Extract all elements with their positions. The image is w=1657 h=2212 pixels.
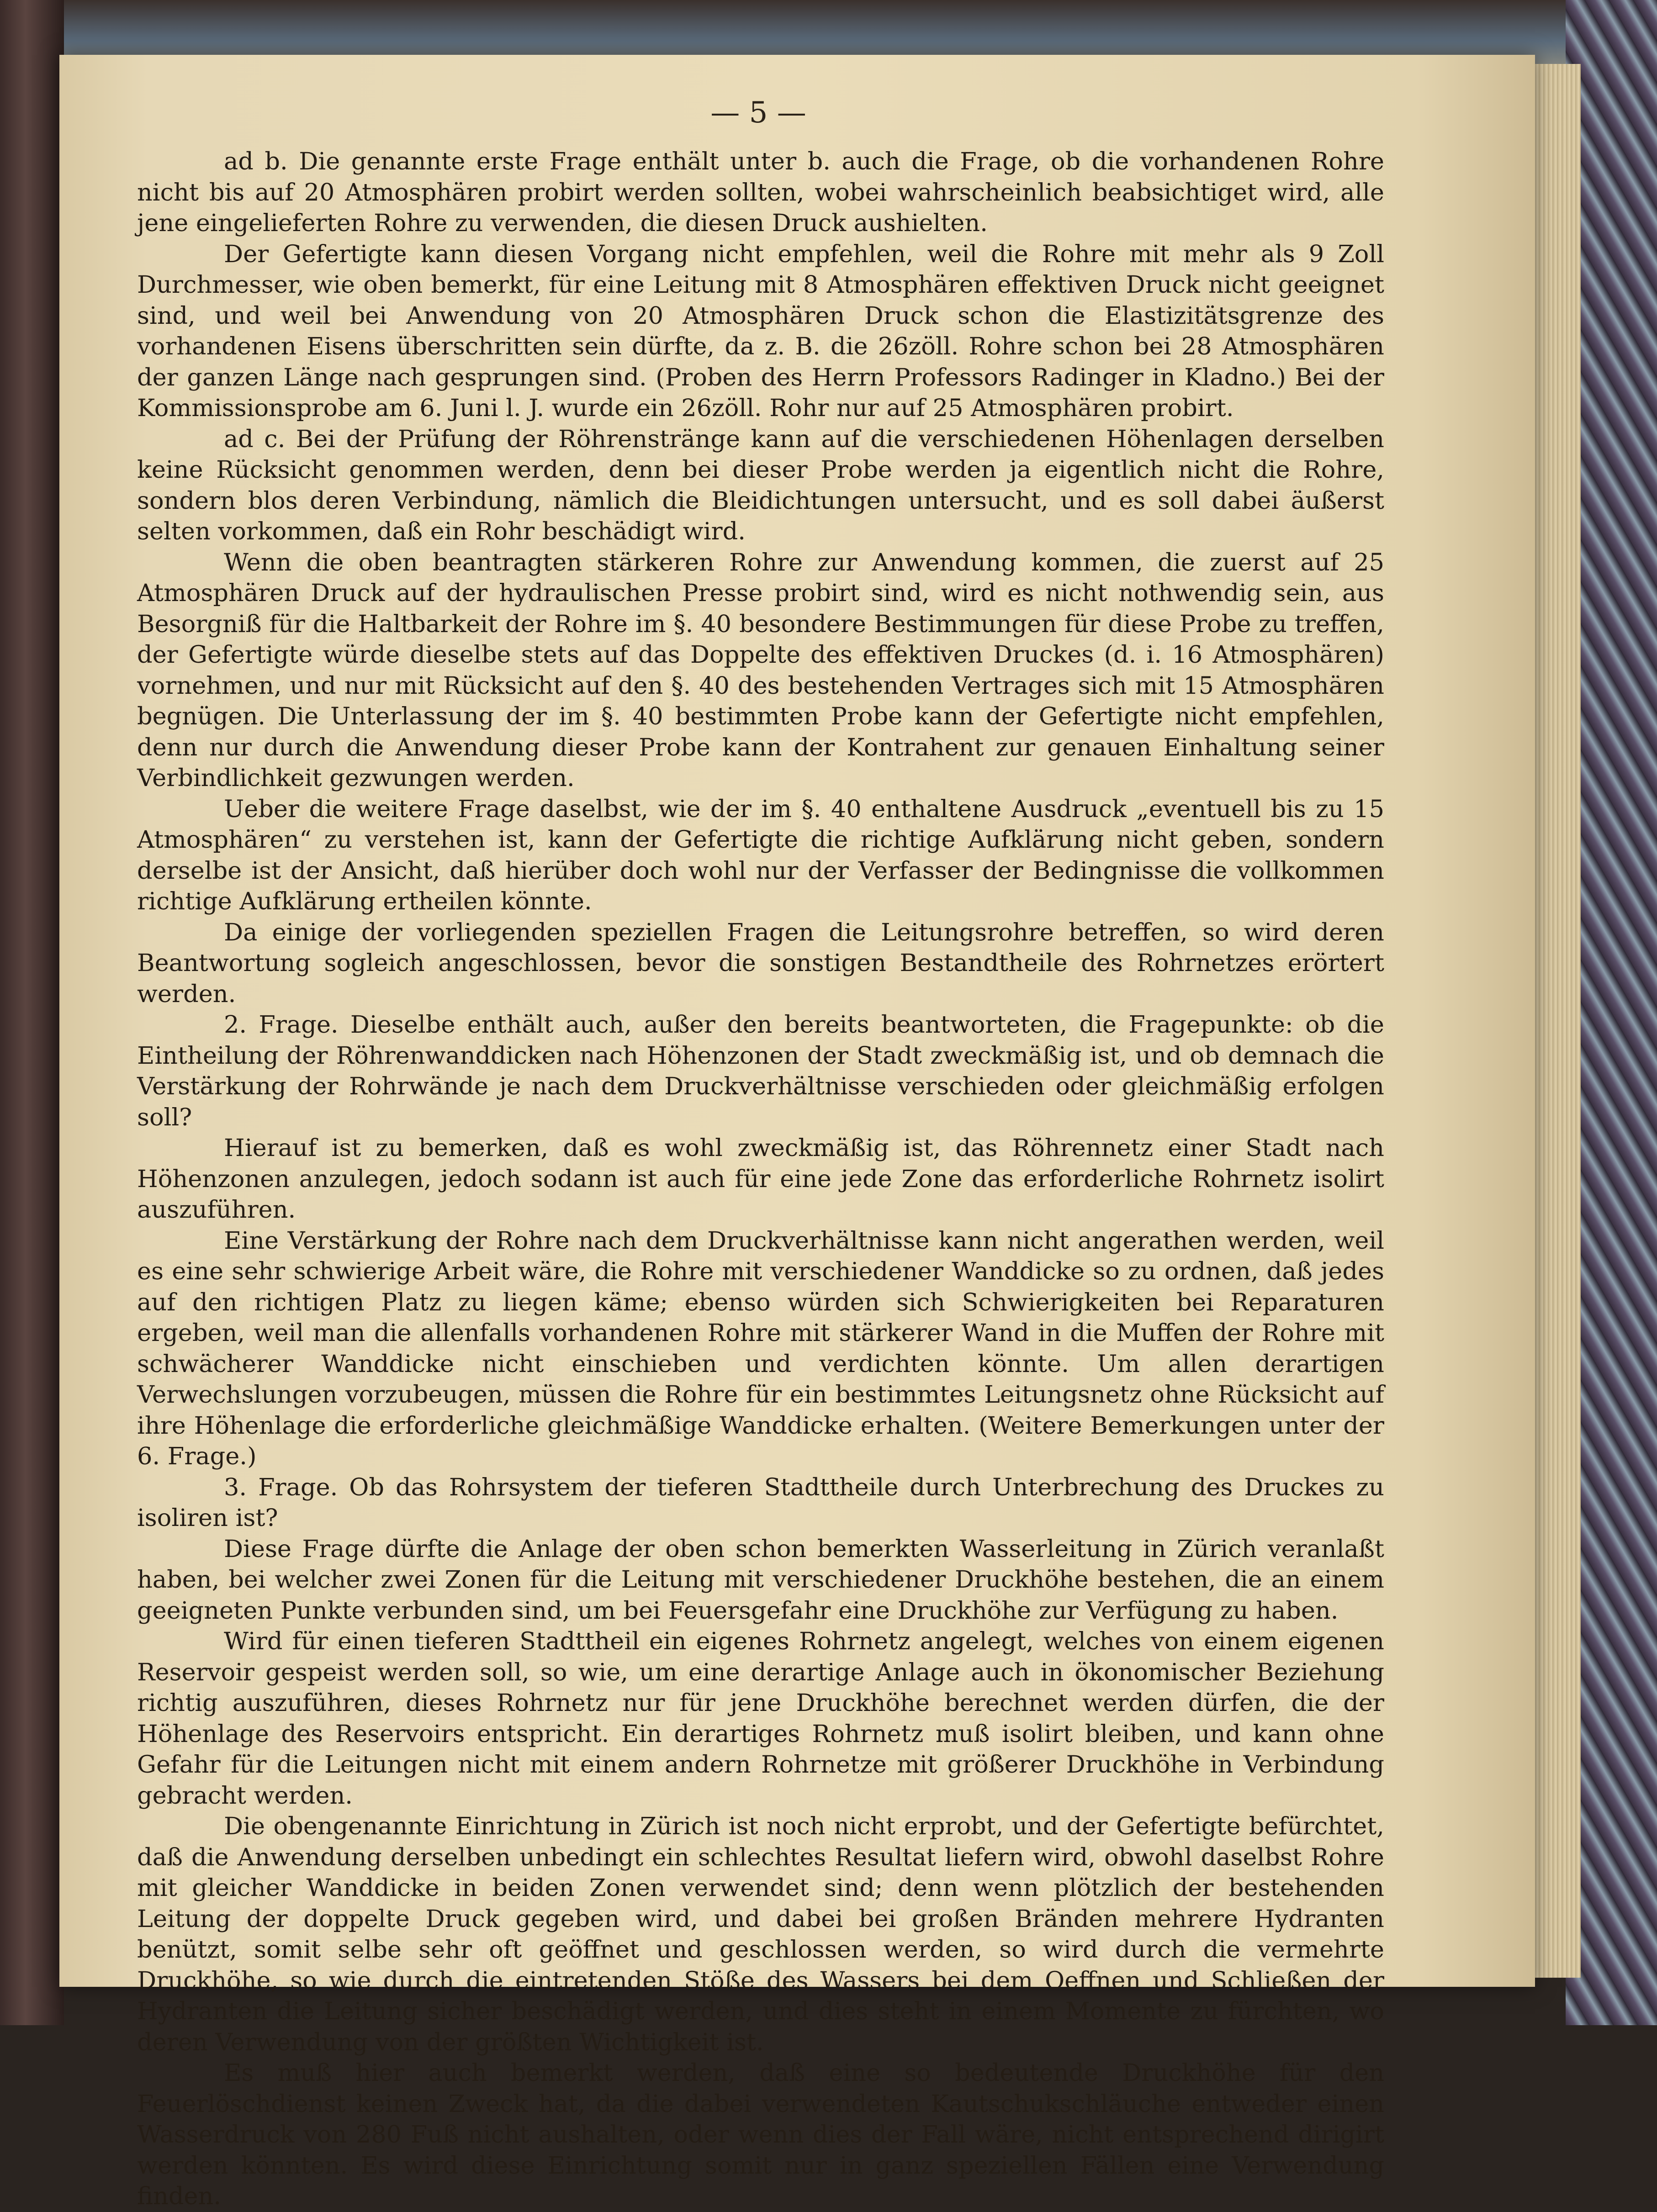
- paragraph: Da einige der vorliegenden speziellen Fragen die Leitungsrohre betreffen, so wird deren Beantwortung sogleich angeschlossen, bevor die sonstigen Bestandtheile des Rohrnetzes erörtert werden.: [137, 918, 1384, 1008]
- paragraph: Es muß hier auch bemerkt werden, daß eine so bedeutende Druckhöhe für den Feuerlöschdienst keinen Zweck hat, da die dabei verwendeten Kautschukschläuche entweder einen Wasserdruck von 280 Fuß nicht aushalten, oder wenn dies der Fall wäre, nicht entsprechend dirigirt werden könnten. Es wird diese Einrichtung somit nur in ganz speziellen Fällen eine Verwendung finden.: [137, 2059, 1384, 2210]
- paragraph: Wird für einen tieferen Stadttheil ein eigenes Rohrnetz angelegt, welches von einem eigenen Reservoir gespeist werden soll, so wie, um eine derartige Anlage auch in ökonomischer Beziehung richtig auszuführen, dieses Rohrnetz nur für jene Druckhöhe berechnet werden dürfen, die der Höhenlage des Reservoirs entspricht. Ein derartiges Rohrnetz muß isolirt bleiben, und kann ohne Gefahr für die Leitungen nicht mit einem andern Rohrnetze mit größerer Druckhöhe in Verbindung gebracht werden.: [137, 1627, 1384, 1810]
- paragraph: Der Gefertigte kann diesen Vorgang nicht empfehlen, weil die Rohre mit mehr als 9 Zoll Durchmesser, wie oben bemerkt, für eine Leitung mit 8 Atmosphären effektiven Druck nicht geeignet sind, und weil bei Anwendung von 20 Atmosphären Druck schon die Elastizitätsgrenze des vorhandenen Eisens überschritten sein dürfte, da z. B. die 26zöll. Rohre schon bei 28 Atmosphären der ganzen Länge nach gesprungen sind. (Proben des Herrn Professors Radinger in Kladno.) Bei der Kommissionsprobe am 6. Juni l. J. wurde ein 26zöll. Rohr nur auf 25 Atmosphären probirt.: [137, 240, 1384, 422]
- paragraph: ad c. Bei der Prüfung der Röhrenstränge kann auf die verschiedenen Höhenlagen derselben keine Rücksicht genommen werden, denn bei dieser Probe werden ja eigentlich nicht die Rohre, sondern blos deren Verbindung, nämlich die Bleidichtungen untersucht, und es soll dabei äußerst selten vorkommen, daß ein Rohr beschädigt wird.: [137, 425, 1384, 545]
- paragraph: Wenn die oben beantragten stärkeren Rohre zur Anwendung kommen, die zuerst auf 25 Atmosphären Druck auf der hydraulischen Presse probirt sind, wird es nicht nothwendig sein, aus Besorgniß für die Haltbarkeit der Rohre im §. 40 besondere Bestimmungen für diese Probe zu treffen, der Gefertigte würde dieselbe stets auf das Doppelte des effektiven Druckes (d. i. 16 Atmosphären) vornehmen, und nur mit Rücksicht auf den §. 40 des bestehenden Vertrages sich mit 15 Atmosphären begnügen. Die Unterlassung der im §. 40 bestimmten Probe kann der Gefertigte nicht empfehlen, denn nur durch die Anwendung dieser Probe kann der Kontrahent zur genauen Einhaltung seiner Verbindlichkeit gezwungen werden.: [137, 548, 1384, 792]
- page-number: — 5 —: [710, 96, 806, 130]
- paragraph: Eine Verstärkung der Rohre nach dem Druckverhältnisse kann nicht angerathen werden, weil es eine sehr schwierige Arbeit wäre, die Rohre mit verschiedener Wanddicke so zu ordnen, daß jedes auf den richtigen Platz zu liegen käme; ebenso würden sich Schwierigkeiten bei Reparaturen ergeben, weil man die allenfalls vorhandenen Rohre mit stärkerer Wand in die Muffen der Rohre mit schwächerer Wanddicke nicht einschieben und verdichten könnte. Um allen derartigen Verwechslungen vorzubeugen, müssen die Rohre für ein bestimmtes Leitungsnetz ohne Rücksicht auf ihre Höhenlage die erforderliche gleichmäßige Wanddicke erhalten. (Weitere Bemerkungen unter der 6. Frage.): [137, 1226, 1384, 1470]
- paragraph: 3. Frage. Ob das Rohrsystem der tieferen Stadttheile durch Unterbrechung des Druckes zu isoliren ist?: [137, 1473, 1384, 1532]
- paragraph: Diese Frage dürfte die Anlage der oben schon bemerkten Wasserleitung in Zürich veranlaßt haben, bei welcher zwei Zonen für die Leitung mit verschiedener Druckhöhe bestehen, die an einem geeigneten Punkte verbunden sind, um bei Feuersgefahr eine Druckhöhe zur Verfügung zu haben.: [137, 1535, 1384, 1625]
- paragraph: 2. Frage. Dieselbe enthält auch, außer den bereits beantworteten, die Fragepunkte: ob die Eintheilung der Röhrenwanddicken nach Höhenzonen der Stadt zweckmäßig ist, und ob demnach die Verstärkung der Rohrwände je nach dem Druckverhältnisse verschieden oder gleichmäßig erfolgen soll?: [137, 1011, 1384, 1131]
- body-text: [137, 146, 1384, 2212]
- paragraph: Ueber die weitere Frage daselbst, wie der im §. 40 enthaltene Ausdruck „eventuell bis zu 15 Atmosphären“ zu verstehen ist, kann der Gefertigte die richtige Aufklärung nicht geben, sondern derselbe ist der Ansicht, daß hierüber doch wohl nur der Verfasser der Bedingnisse die vollkommen richtige Aufklärung ertheilen könnte.: [137, 795, 1384, 915]
- book-cover-left: [0, 0, 64, 2025]
- paragraph: Die obengenannte Einrichtung in Zürich ist noch nicht erprobt, und der Gefertigte befürchtet, daß die Anwendung derselben unbedingt ein schlechtes Resultat liefern wird, obwohl daselbst Rohre mit gleicher Wanddicke in beiden Zonen verwendet sind; denn wenn plötzlich der bestehenden Leitung der doppelte Druck gegeben wird, und dabei bei großen Bränden mehrere Hydranten benützt, somit selbe sehr oft geöffnet und geschlossen werden, so wird durch die vermehrte Druckhöhe, so wie durch die eintretenden Stöße des Wassers bei dem Oeffnen und Schließen der Hydranten die Leitung sicher beschädigt werden, und dies steht in einem Momente zu fürchten, wo deren Verwendung von der größten Wichtigkeit ist.: [137, 1812, 1384, 2056]
- paragraph: Hierauf ist zu bemerken, daß es wohl zweckmäßig ist, das Röhrennetz einer Stadt nach Höhenzonen anzulegen, jedoch sodann ist auch für eine jede Zone das erforderliche Rohrnetz isolirt auszuführen.: [137, 1134, 1384, 1224]
- paragraph: ad b. Die genannte erste Frage enthält unter b. auch die Frage, ob die vorhandenen Rohre nicht bis auf 20 Atmosphären probirt werden sollten, wobei wahrscheinlich beabsichtiget wird, alle jene eingelieferten Rohre zu verwenden, die diesen Druck aushielten.: [137, 148, 1384, 237]
